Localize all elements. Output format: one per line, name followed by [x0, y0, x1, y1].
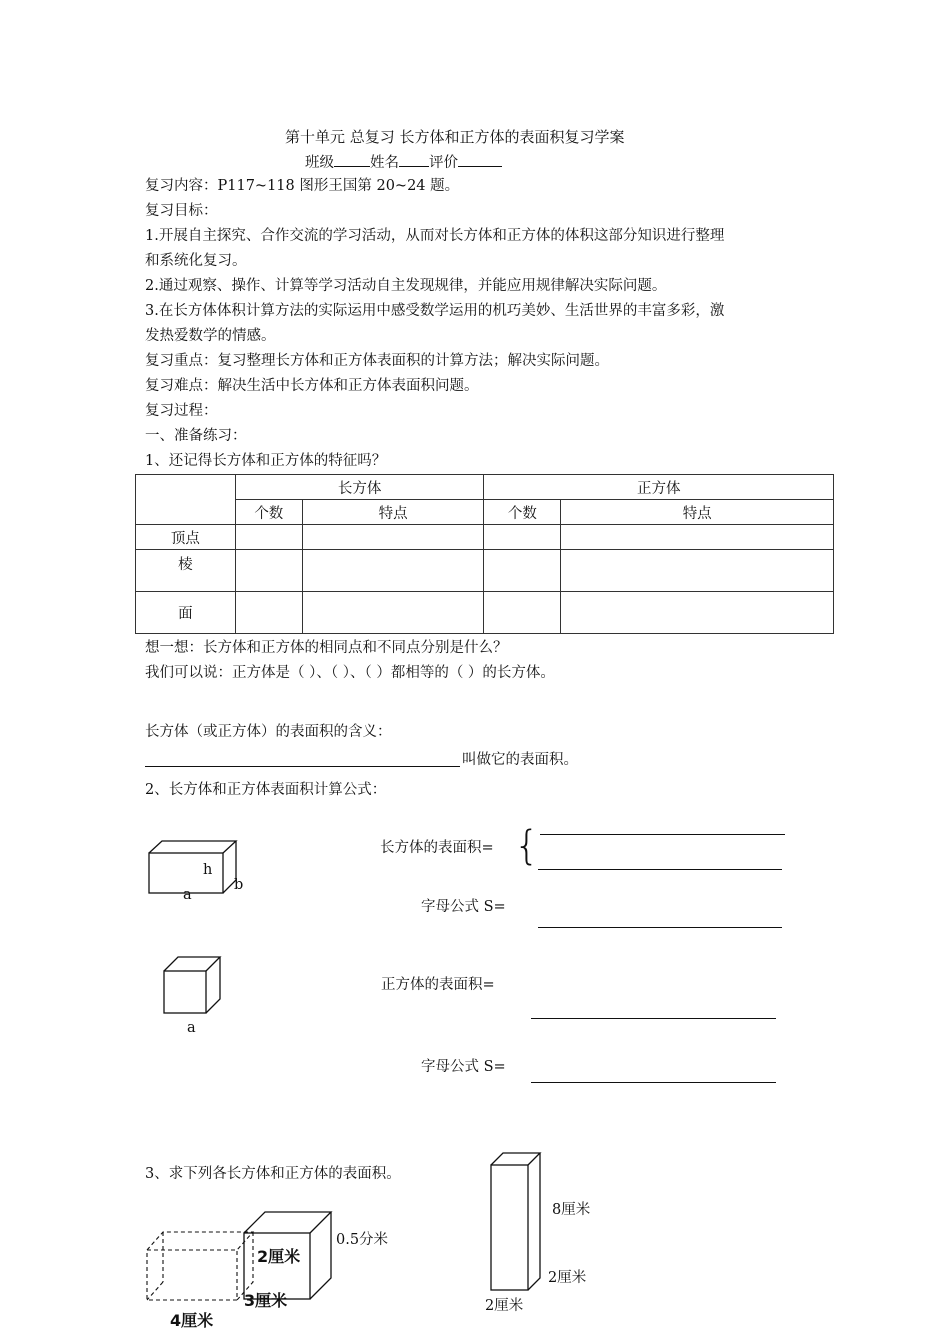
key-points: 复习重点：复习整理长方体和正方体表面积的计算方法；解决实际问题。 — [145, 353, 609, 369]
header-cube: 正方体 — [484, 475, 834, 500]
class-label: 班级 — [305, 155, 334, 171]
cuboid-label-b: b — [234, 877, 244, 893]
feature-table — [135, 474, 834, 634]
eval-label: 评价 — [429, 155, 458, 171]
cuboid-label-a: a — [183, 887, 192, 903]
goal-1b: 和系统化复习。 — [145, 253, 247, 269]
goal-2: 2.通过观察、操作、计算等学习活动自主发现规律，并能应用规律解决实际问题。 — [145, 278, 667, 294]
header-cuboid-feature: 特点 — [302, 500, 484, 525]
goals-heading: 复习目标： — [145, 203, 218, 219]
info-row — [305, 152, 502, 173]
goal-3a: 3.在长方体体积计算方法的实际运用中感受数学运用的机巧美妙、生活世界的丰富多彩，激 — [145, 303, 725, 319]
table-row — [136, 592, 834, 634]
brace-icon: { — [514, 823, 540, 869]
page-title: 第十单元 总复习 长方体和正方体的表面积复习学案 — [285, 128, 625, 146]
row-label-face: 面 — [136, 592, 236, 634]
meaning-blank[interactable] — [145, 766, 460, 767]
letter-formula-blank[interactable] — [538, 927, 782, 928]
header-cuboid-count: 个数 — [235, 500, 302, 525]
row-label-vertex: 顶点 — [136, 525, 236, 550]
header-cube-count: 个数 — [484, 500, 561, 525]
question-3: 3、求下列各长方体和正方体的表面积。 — [145, 1166, 401, 1182]
cuboid-area-blank-1[interactable] — [540, 834, 785, 835]
exercise-figure-1 — [140, 1210, 340, 1310]
class-blank[interactable] — [334, 152, 370, 167]
question-2: 2、长方体和正方体表面积计算公式： — [145, 782, 387, 798]
cuboid-diagram — [148, 840, 248, 900]
letter-formula-label: 字母公式 S= — [421, 899, 506, 915]
meaning-suffix: 叫做它的表面积。 — [462, 752, 578, 768]
exercise-figure-2 — [490, 1152, 550, 1292]
cube-label-a: a — [187, 1020, 196, 1036]
cuboid-area-blank-2[interactable] — [538, 869, 782, 870]
fig1-label-right: 3厘米 — [244, 1291, 288, 1310]
fig2-label-height: 8厘米 — [552, 1202, 591, 1218]
process-heading: 复习过程： — [145, 403, 218, 419]
table-row — [136, 525, 834, 550]
fig1-label-mid: 2厘米 — [257, 1247, 301, 1266]
cuboid-label-h: h — [203, 862, 213, 878]
fig2-label-depth: 2厘米 — [548, 1270, 587, 1286]
think-fill: 我们可以说：正方体是（ ）、（ ）、（ ）都相等的（ ）的长方体。 — [145, 665, 555, 681]
table-corner — [136, 475, 236, 525]
goal-1a: 1.开展自主探究、合作交流的学习活动，从而对长方体和正方体的体积这部分知识进行整理 — [145, 228, 725, 244]
review-content: 复习内容：P117~118 图形王国第 20~24 题。 — [145, 178, 460, 194]
cube-diagram — [163, 956, 225, 1018]
fig1-label-bottom: 4厘米 — [170, 1311, 214, 1330]
cube-area-blank[interactable] — [531, 1018, 776, 1019]
difficulties: 复习难点：解决生活中长方体和正方体表面积问题。 — [145, 378, 479, 394]
think-question: 想一想：长方体和正方体的相同点和不同点分别是什么？ — [145, 640, 508, 656]
letter-formula-blank-2[interactable] — [531, 1082, 776, 1083]
cube-area-label: 正方体的表面积= — [381, 977, 495, 993]
cuboid-area-label: 长方体的表面积= — [380, 840, 494, 856]
fig1-label-top: 0.5分米 — [336, 1232, 389, 1248]
eval-blank[interactable] — [458, 152, 502, 167]
table-row — [136, 550, 834, 592]
header-cuboid: 长方体 — [235, 475, 484, 500]
name-label: 姓名 — [370, 155, 399, 171]
header-cube-feature: 特点 — [561, 500, 834, 525]
row-label-edge: 棱 — [136, 550, 236, 592]
fig2-label-width: 2厘米 — [485, 1298, 524, 1314]
prep-heading: 一、准备练习： — [145, 428, 247, 444]
name-blank[interactable] — [399, 152, 429, 167]
goal-3b: 发热爱数学的情感。 — [145, 328, 276, 344]
question-1: 1、还记得长方体和正方体的特征吗？ — [145, 453, 387, 469]
letter-formula-label-2: 字母公式 S= — [421, 1059, 506, 1075]
meaning-heading: 长方体（或正方体）的表面积的含义： — [145, 724, 392, 740]
